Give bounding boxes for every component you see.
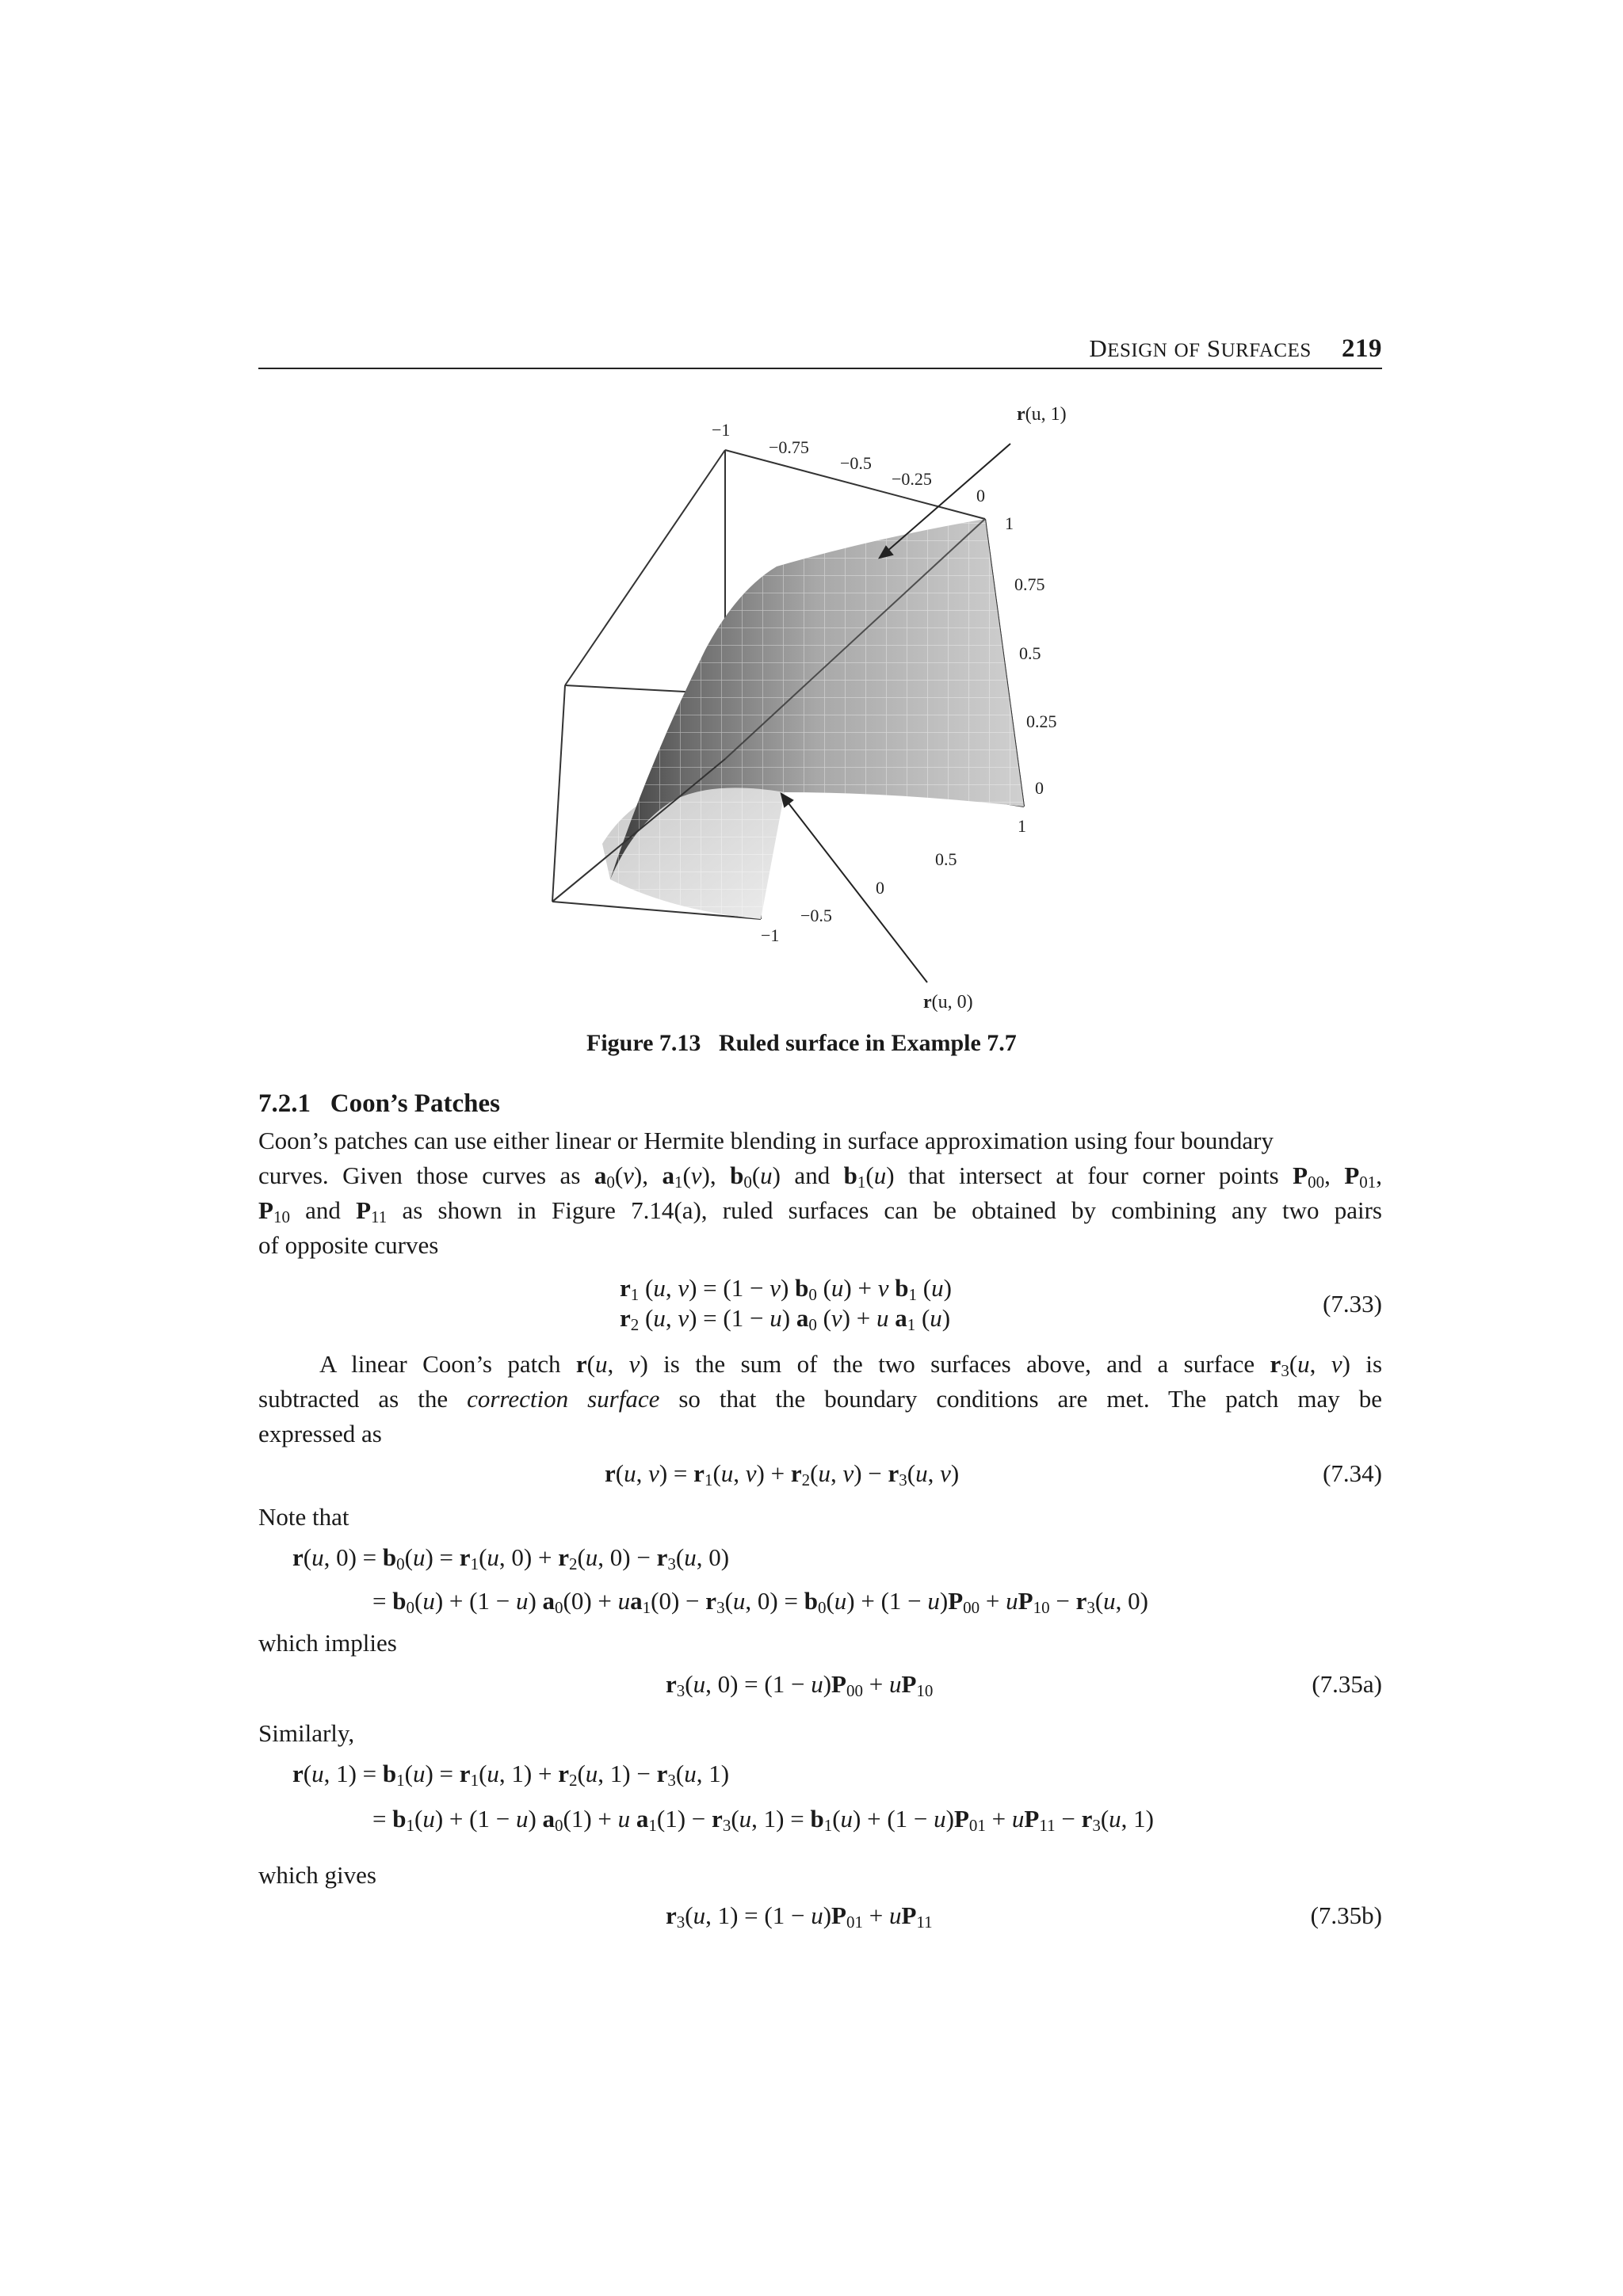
caption-text: Ruled surface in Example 7.7 — [718, 1030, 1017, 1056]
tick-bottom: −1 — [761, 925, 780, 945]
running-header — [258, 331, 1382, 369]
derivation-r-u-1-line1: r(u, $1) = b_1(u) = r_1(u$, $1) + r_2(u$, $1) - r_3(u$, 1) — [292, 1760, 730, 1790]
running-title-part: OF — [1174, 340, 1201, 361]
intro-paragraph — [258, 1123, 1382, 1263]
tick-right: 0.5 — [1019, 643, 1041, 663]
equation-7-33-line2: $r_2$ (u, v) = (1 − u) $a_0$ (v) + u $a_1$ (u) — [620, 1304, 951, 1334]
equation-7-35a: $r_3(u$, $0) = (1 - u)P_{00} + uP_{10}$ — [666, 1670, 934, 1700]
which-implies: which implies — [258, 1629, 397, 1657]
tick-top: 0 — [976, 486, 985, 505]
tick-right: 0 — [1035, 778, 1044, 798]
tick-bottom: 0.5 — [935, 849, 957, 869]
equation-number: (7.35b) — [1310, 1901, 1382, 1929]
equation-number: (7.34) — [1323, 1459, 1382, 1487]
tick-top: −0.75 — [769, 437, 809, 457]
text-line: subtracted as the correction surface so that the boundary conditions are met. The patch may be — [258, 1385, 1382, 1413]
page-number: 219 — [1342, 334, 1382, 363]
section-heading — [258, 1089, 500, 1119]
equation-7-35b: $r_3(u$, $1) = (1 - u)P_{01} + uP_{11}$ — [666, 1901, 933, 1932]
text-line: expressed as — [258, 1420, 382, 1447]
derivation-r-u-0-line1: r(u, $0) = b_0(u) = r_1(u$, $0) + r_2(u$, $0) - r_3(u$, 0) — [292, 1543, 730, 1573]
running-title-part: ESIGN — [1107, 340, 1168, 361]
note-that: Note that — [258, 1503, 349, 1531]
figure-caption — [586, 1030, 1017, 1057]
text-line: A linear Coon’s patch r(u, v) is the sum of the two surfaces above, and a surface $r_3(u$, v) is — [319, 1350, 1383, 1380]
section-title: Coon’s Patches — [330, 1089, 500, 1118]
running-header-text — [1089, 334, 1382, 364]
tick-bottom: 0 — [876, 878, 884, 898]
running-title-part: D — [1089, 334, 1108, 362]
equation-number: (7.33) — [1323, 1290, 1382, 1318]
tick-bottom: 1 — [1018, 816, 1026, 836]
label-r-u-1: r(u, 1) — [1017, 404, 1067, 425]
running-title-part: S — [1206, 334, 1221, 362]
equation-7-34: r(u, $v) = r_1(u$, $v) + r_2(u$, $v) - r_3(u$, v) — [605, 1459, 960, 1489]
surface-underside-grid — [602, 778, 785, 919]
derivation-r-u-0-line2: = $b_0(u) + (1 - u) a_0(0) + ua_1(0) - r_3(u$, $0) = b_0(u) + (1 - u)P_{00} + uP_{10} - r_3(u$, 0) — [372, 1587, 1148, 1617]
equation-7-33-line1: $r_1$ (u, v) = (1 − v) $b_0$ (u) + v $b_1$ (u) — [620, 1274, 952, 1304]
tick-top: −0.5 — [840, 453, 872, 473]
tick-top: −0.25 — [892, 469, 932, 489]
tick-right: 0.25 — [1026, 711, 1057, 731]
equation-number: (7.35a) — [1312, 1670, 1382, 1698]
tick-bottom: −0.5 — [800, 906, 832, 925]
text-line: $P_{10}$ and $P_{11}$ as shown in Figure 7.14(a), ruled surfaces can be obtained by combining any two pairs — [258, 1196, 1382, 1226]
similarly: Similarly, — [258, 1719, 355, 1747]
section-number: 7.2.1 — [258, 1089, 311, 1118]
caption-number: Figure 7.13 — [586, 1030, 701, 1056]
figure-ruled-surface — [539, 396, 1109, 1030]
which-gives: which gives — [258, 1861, 376, 1889]
tick-top: −1 — [712, 420, 731, 440]
tick-right: 1 — [1005, 513, 1014, 533]
text-line: of opposite curves — [258, 1231, 439, 1259]
text-line: Coon’s patches can use either linear or Hermite blending in surface approximation using four boundary — [258, 1127, 1274, 1154]
text-line: curves. Given those curves as $a_0(v)$, $a_1(v)$, $b_0(u)$ and $b_1(u)$ that intersect at four corner points $P_{00}$, $P_{01}$, — [258, 1161, 1382, 1192]
derivation-r-u-1-line2: = $b_1(u) + (1 - u) a_0(1) + u$ $a_1(1) - r_3(u$, $1) = b_1(u) + (1 - u)P_{01} + uP_{11} - r_3(u$, 1) — [372, 1805, 1154, 1835]
paragraph-2 — [258, 1347, 1382, 1451]
running-title-part: URFACES — [1220, 340, 1312, 361]
tick-right: 0.75 — [1014, 574, 1045, 594]
label-r-u-0: r(u, 0) — [923, 992, 973, 1013]
